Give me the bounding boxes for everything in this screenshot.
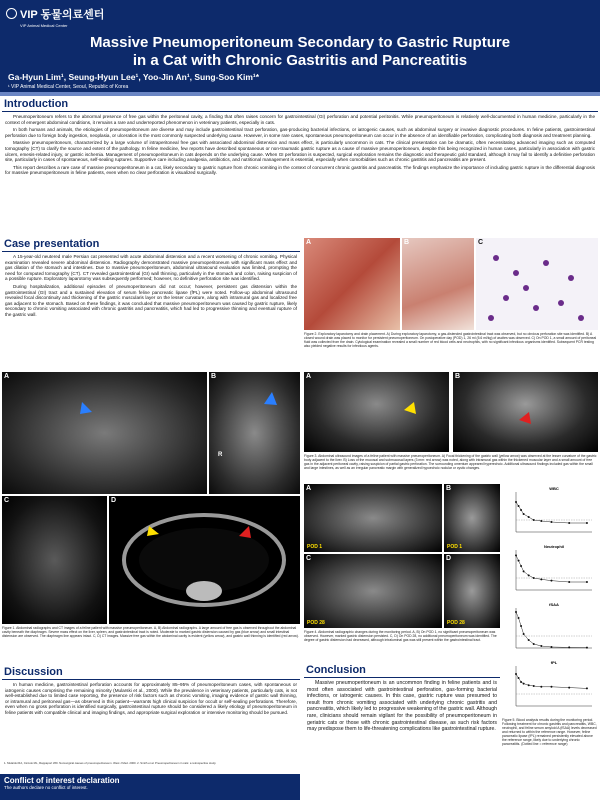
chart-point-0-4 bbox=[528, 516, 530, 518]
chart-title-2: fSAA bbox=[549, 602, 559, 607]
chart-title-1: Neutrophil bbox=[544, 544, 564, 549]
conclusion-title: Conclusion bbox=[304, 664, 500, 678]
chart-point-3-4 bbox=[528, 684, 530, 686]
poster-title bbox=[0, 34, 600, 70]
case-paragraph-2: During hospitalization, additional episodes of pneumoperitoneum did not occur; however, persistent gas distension within the gastrointestinal (GI) tract and a sustained elevation of serum feline pancreatic lipase (fPL) were noted. Follow-up abdominal ultrasound revealed focal discontinuity and thickening of the gastric muscularis layer on the lesser curvature, along with intramural gas and localized free gas adjacent to the stomach. Based on these findings, it was concluded that massive pneumoperitoneum was caused by gastric rupture, likely secondary to chronic vomiting associated with chronic gastritis and pancreatitis, which had led to progressive thinning and eventual rupture of the gastric wall. bbox=[5, 283, 297, 317]
chart-point-1-1 bbox=[518, 560, 520, 562]
chart-point-3-6 bbox=[540, 686, 542, 688]
fig1-panel-d bbox=[109, 496, 300, 624]
discussion-section bbox=[2, 666, 300, 762]
chart-point-1-0 bbox=[515, 554, 517, 556]
chart-axes-0 bbox=[516, 492, 592, 532]
fig2-label-c: C bbox=[478, 239, 484, 246]
fig4-panel-d bbox=[444, 554, 500, 628]
chart-point-2-5 bbox=[533, 643, 535, 645]
conflict-section bbox=[0, 774, 300, 800]
case-title: Case presentation bbox=[2, 238, 300, 252]
chart-point-1-9 bbox=[586, 581, 588, 583]
intro-paragraph-1: Pneumoperitoneum refers to the abnormal presence of free gas within the peritoneal cavity, a finding that often raises concern for gastrointestinal (GI) perforation and potential peritonitis. While pneumoperitoneum is relatively well-documented in human medicine, particularly in the context of emergent abdominal conditions, it remains a rare and underreported phenomenon in veterinary patients, especially in cats. bbox=[5, 114, 595, 125]
chart-point-3-1 bbox=[518, 677, 520, 679]
chart-point-1-3 bbox=[523, 570, 525, 572]
discussion-title: Discussion bbox=[2, 666, 300, 680]
introduction-title: Introduction bbox=[2, 98, 598, 112]
chart-point-1-8 bbox=[568, 581, 570, 583]
conflict-text: The authors declare no conflict of interest. bbox=[4, 785, 88, 790]
fig4-label-d: D bbox=[446, 555, 452, 562]
fig1-r-marker: R bbox=[218, 452, 223, 458]
chart-point-3-8 bbox=[568, 687, 570, 689]
chart-point-3-2 bbox=[520, 681, 522, 683]
chart-axes-1 bbox=[516, 550, 592, 590]
fig2-label-b: B bbox=[404, 239, 410, 246]
chart-point-2-0 bbox=[515, 611, 517, 613]
fig1-label-a: A bbox=[4, 373, 10, 380]
fig3-label-b: B bbox=[455, 373, 461, 380]
chart-point-3-3 bbox=[523, 683, 525, 685]
chart-point-0-5 bbox=[533, 519, 535, 521]
conclusion-body bbox=[304, 678, 500, 737]
fig4-label-c: C bbox=[306, 555, 312, 562]
fig2-panel-b bbox=[402, 238, 474, 330]
chart-point-3-5 bbox=[533, 685, 535, 687]
chart-line-2 bbox=[516, 612, 587, 648]
figure-5 bbox=[502, 484, 598, 774]
logo-text: VIP 동물의료센터 bbox=[20, 9, 105, 21]
fig4-label-a: A bbox=[306, 485, 312, 492]
title-line-1: Massive Pneumoperitoneum Secondary to Gastric Rupture bbox=[89, 34, 511, 51]
chart-point-1-5 bbox=[533, 577, 535, 579]
fig1-label-d: D bbox=[111, 497, 117, 504]
intro-paragraph-4: This report describes a rare case of massive pneumoperitoneum in a cat, likely secondary to gastric rupture from chronic vomiting in the context of concurrent chronic gastritis and pancreatitis. The findings emphasize the importance of including gastric rupture in the differential diagnosis for massive pneumoperitoneum in feline patients, even when no clear perforation is visualized surgically. bbox=[5, 164, 595, 176]
chart-point-1-4 bbox=[528, 574, 530, 576]
intro-paragraph-2: In both humans and animals, the etiologies of pneumoperitoneum are diverse and may include gastrointestinal tract perforation, gas-producing bacterial infections, or iatrogenic causes, such as abdominal surgery or invasive diagnostic procedures. In feline patients, gastrointestinal perforation due to foreign body ingestion, neoplasia, or ulceration is the most commonly suspected underlying cause. However, in some rare cases, spontaneous pneumoperitoneum can occur in the absence of an identifiable perforation, complicating both diagnosis and treatment planning. bbox=[5, 127, 595, 138]
chart-point-1-6 bbox=[540, 578, 542, 580]
affiliation: ¹ VIP Animal Medical Center, Seoul, Republic of Korea bbox=[8, 84, 129, 90]
logo-icon bbox=[6, 8, 17, 19]
fig4-pod-a: POD 1 bbox=[307, 544, 323, 550]
chart-point-0-0 bbox=[515, 501, 517, 503]
fig3-caption: Figure 3. Abdominal ultrasound images of a feline patient with massive pneumoperitoneum. A) Focal thickening of the gastric wall (yellow arrow) was observed at the lesser curvature of the gastric body adjacent to the liver. B) Loss of the mucosal and submucosal layers (3 mm: red arrow) was noted, along with intramural gas within the thickened muscular layer and a small amount of free gas in the adjacent peritoneal cavity, raising suspicion of partial gastric perforation. The surrounding omentum appeared hyperechoic. Additional ultrasound findings included gas within the small and large intestines, as well as an irregular pancreatic margin with generalized hypoechoic nodular or cystic changes. bbox=[304, 454, 597, 470]
figure-4 bbox=[304, 484, 500, 660]
case-body bbox=[2, 252, 300, 322]
chart-point-2-7 bbox=[550, 646, 552, 648]
fig4-panel-a bbox=[304, 484, 442, 552]
chart-point-0-1 bbox=[518, 505, 520, 507]
chart-point-0-3 bbox=[523, 513, 525, 515]
fig4-panel-c bbox=[304, 554, 442, 628]
chart-point-2-6 bbox=[540, 645, 542, 647]
blood-charts bbox=[502, 484, 598, 718]
fig1-label-b: B bbox=[211, 373, 217, 380]
authors: Ga-Hyun Lim¹, Seung-Hyun Lee¹, Yoo-Jin An¹, Sung-Soo Kim¹* bbox=[8, 72, 260, 82]
chart-title-0: WBC bbox=[549, 486, 559, 491]
figure-1 bbox=[2, 372, 300, 662]
chart-point-2-9 bbox=[586, 647, 588, 649]
chart-point-2-1 bbox=[518, 617, 520, 619]
fig4-label-b: B bbox=[446, 485, 452, 492]
chart-point-0-2 bbox=[520, 509, 522, 511]
chart-point-1-2 bbox=[520, 565, 522, 567]
chart-point-2-3 bbox=[523, 633, 525, 635]
fig4-pod-c: POD 28 bbox=[307, 620, 325, 626]
fig4-pod-d: POD 28 bbox=[447, 620, 465, 626]
fig1-arrows bbox=[2, 372, 300, 494]
references: 1. Mularski RA, Ciccolo ML, Rappaport WD. Nonsurgical causes of pneumoperitoneum. West J Med. 2000. 2. Smith et al. Pneumoperitoneum in cats: a retrospective study. bbox=[4, 761, 217, 765]
logo bbox=[6, 6, 104, 28]
chart-axes-3 bbox=[516, 666, 592, 706]
introduction-section bbox=[2, 98, 598, 233]
fig2-caption: Figure 2. Exploratory laparotomy and drain placement. A) During exploratory laparotomy, a gas-distended gastrointestinal tract was observed, but no obvious perforation site was identified. B) A closed wound drain was placed to monitor for persistent pneumoperitoneum. On postoperative day (POD) 1, 26 ml (5.6 ml/kg) of ascites was observed. C) On POD 1, a small amount of peritoneal fluid was collected from the drain. Cytological examination revealed a small number of red blood cells and neutrophils, with no significant infectious organisms identified. Subsequent PCR testing also yielded negative results for infectious agents. bbox=[304, 332, 597, 348]
conclusion-paragraph-1: Massive pneumoperitoneum is an uncommon finding in feline patients and is most often associated with gastrointestinal perforation, gas-forming bacterial infections, or iatrogenic causes. In this case, gastric rupture was presumed to result from chronic vomiting associated with underlying chronic gastritis and pancreatitis, which likely led to progressive weakening of the gastric wall. Although rare, clinicians should remain vigilant for the possibility of pneumoperitoneum in geriatric cats or those with chronic gastrointestinal disease, as such risk factors may predispose them to life-threatening complications like gastrointestinal rupture. bbox=[307, 680, 497, 733]
fig4-pod-b: POD 1 bbox=[447, 544, 463, 550]
logo-subtext: VIP Animal Medical Center bbox=[20, 23, 68, 28]
chart-title-3: fPL bbox=[550, 660, 558, 665]
fig1-label-c: C bbox=[4, 497, 10, 504]
chart-axes-2 bbox=[516, 608, 592, 648]
header-band bbox=[0, 92, 600, 96]
chart-point-3-0 bbox=[515, 673, 517, 675]
fig2-label-a: A bbox=[306, 239, 312, 246]
chart-point-3-7 bbox=[550, 686, 552, 688]
chart-point-2-2 bbox=[520, 625, 522, 627]
case-section bbox=[2, 238, 300, 368]
ct-slice bbox=[109, 496, 300, 624]
fig5-caption: Figure 5. Blood analysis results during the monitoring period. Following treatment for chronic gastritis and pancreatitis, WBC, neutrophil, and feline serum amyloid A (fSAA) levels decreased and returned to within the reference range. However, feline pancreatic lipase (fPL) remained persistently elevated above the reference range, likely due to underlying chronic pancreatitis. (Dotted line = reference range) bbox=[502, 718, 597, 746]
conclusion-section bbox=[304, 664, 500, 798]
case-paragraph-1: A 15-year-old neutered male Persian cat presented with acute abdominal distension and a recent worsening of chronic vomiting. Physical examination revealed severe abdominal distension. Radiography demonstrated massive pneumoperitoneum with significant mass effect and gas dilation of the stomach and intestines. Due to massive pneumoperitoneum, abdominal ultrasound evaluation was limited, prompting the need for computed tomography (CT). CT revealed gastrointestinal (GI) wall thinning, particularly in the stomach and colon, raising suspicion of a possible rupture. Exploratory laparotomy was subsequently performed; however, no definitive perforation site was identified. bbox=[5, 254, 297, 282]
discussion-body bbox=[2, 680, 300, 720]
chart-point-0-6 bbox=[540, 520, 542, 522]
fig1-caption: Figure 1. Abdominal radiographs and CT images of a feline patient with massive pneumoperitoneum. A, B) Abdominal radiographs. A large amount of free gas is observed throughout the abdominal cavity beneath the diaphragm. Severe mass effect on the liver, spleen, and gastrointestinal tract is noted. Moderate to marked gastric distension caused by gas (blue arrow) and small intestinal distension are observed. The diaphragm line appears intact. C, D) CT images. Massive free gas within the abdominal cavity is evident (yellow arrow), and gastric wall thinning is identified (red arrow). bbox=[2, 626, 299, 638]
conflict-title: Conflict of interest declaration bbox=[4, 776, 120, 785]
fig4-panel-b bbox=[444, 484, 500, 552]
title-line-2: in a Cat with Chronic Gastritis and Pancreatitis bbox=[132, 52, 468, 69]
fig1-panel-c bbox=[2, 496, 107, 624]
poster-header bbox=[0, 0, 600, 92]
intro-paragraph-3: Massive pneumoperitoneum, characterized by a large volume of intraperitoneal free gas with associated abdominal distension and mass effect, is particularly uncommon in cats. The clinical presentation can be dramatic, often necessitating advanced imaging such as computed tomography (CT) to clarify the source and extent of the pathology. In feline medicine, few reports have described spontaneous or non-traumatic gastric rupture as a cause of massive pneumoperitoneum, despite this being recognized in human cases, particularly in association with gastric ulcers, emesis-related injury, or gastric ischemia. Management of pneumoperitoneum in cats depends on the underlying cause. When GI perforation is suspected, surgical exploration remains the diagnostic and therapeutic gold standard, although it may fail to identify a definitive perforation site, particularly in cases of spontaneous, self-sealing ruptures. Supportive care including analgesia, antibiotics, and nutritional management is essential, especially when comorbidities such as chronic gastritis and pancreatitis are present. bbox=[5, 140, 595, 163]
figure-3 bbox=[304, 372, 598, 480]
chart-point-0-8 bbox=[568, 522, 570, 524]
discussion-paragraph-1: In human medicine, gastrointestinal perforation accounts for approximately 85–95% of pneumoperitoneum cases, with spontaneous or iatrogenic causes comprising the remaining minority (Mularski et al., 2000). While the prevalence in veterinary patients, particularly cats, is not well-established due to limited case reporting, the presence of risk factors such as chronic vomiting, imaging evidence of gastric wall thinning, or intramural and peritoneal gas—as observed in this patient—warrants high clinical suspicion for occult or self-sealing perforations. Therefore, even when no gross perforation is identified surgically, gastrointestinal rupture should be considered a likely etiology of pneumoperitoneum in feline patients with compatible clinical and imaging findings, and appropriate surgical exploration or intensive monitoring should be pursued. bbox=[5, 682, 297, 715]
introduction-body bbox=[2, 112, 598, 180]
cytology-cells bbox=[476, 238, 598, 330]
figure-2 bbox=[304, 238, 598, 358]
chart-point-2-4 bbox=[528, 639, 530, 641]
fig4-caption: Figure 4. Abdominal radiographic changes during the monitoring period. A, B) On POD 1, no significant pneumoperitoneum was observed. However, marked gastric distension persisted. C, D) On POD 28, no additional pneumoperitoneum was identified. The degree of gastric distension had decreased, although intraluminal gas was still present within the gastrointestinal tract. bbox=[304, 630, 497, 642]
fig2-panel-c bbox=[476, 238, 598, 330]
chart-point-0-9 bbox=[586, 522, 588, 524]
chart-point-1-7 bbox=[550, 580, 552, 582]
chart-point-0-7 bbox=[550, 521, 552, 523]
fig3-arrows bbox=[304, 372, 598, 452]
fig3-label-a: A bbox=[306, 373, 312, 380]
chart-point-2-8 bbox=[568, 646, 570, 648]
chart-point-3-9 bbox=[586, 687, 588, 689]
fig2-panel-a bbox=[304, 238, 400, 330]
